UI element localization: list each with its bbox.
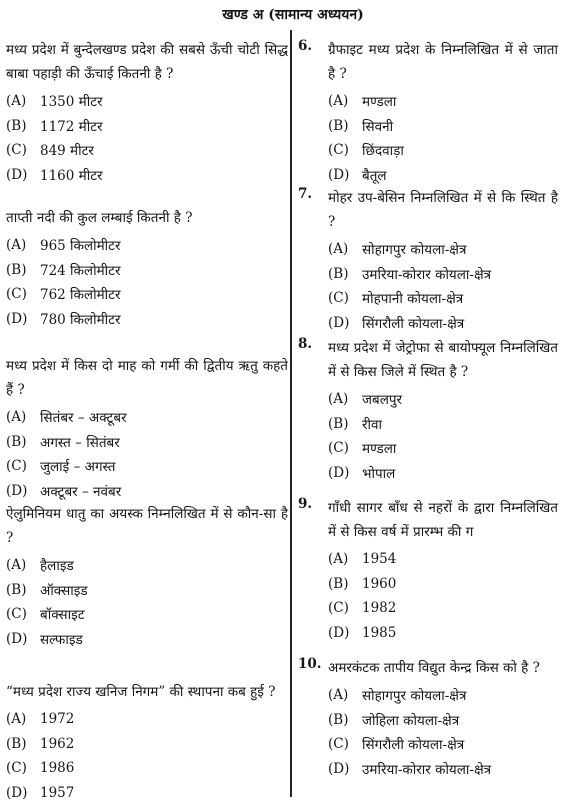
question-text: अमरकंटक तापीय विद्युत केन्द्र किस को है ?	[298, 656, 558, 680]
question-text: मोहर उप-बेसिन निम्नलिखित में से कि स्थित है ?	[298, 186, 558, 234]
option-text: भोपाल	[362, 464, 395, 482]
option-text: उमरिया-कोरार कोयला-क्षेत्र	[362, 265, 491, 283]
question-text: ग्रैफाइट मध्य प्रदेश के निम्नलिखित में से जाता है ?	[298, 38, 558, 86]
option-b[interactable]	[328, 708, 558, 733]
option-a[interactable]	[328, 683, 558, 708]
option-list	[298, 547, 558, 645]
option-text: 1986	[40, 760, 74, 776]
option-text: मोहपानी कोयला-क्षेत्र	[362, 289, 463, 307]
option-label: (A)	[6, 93, 40, 109]
option-label: (D)	[6, 483, 40, 499]
option-c[interactable]	[328, 732, 558, 757]
option-list	[298, 237, 558, 335]
option-text: अक्टूबर – नवंबर	[40, 482, 121, 500]
option-text: 1972	[40, 711, 74, 727]
question-number: 10.	[298, 656, 322, 672]
option-a[interactable]	[328, 237, 558, 262]
option-label: (B)	[328, 576, 362, 592]
option-label: (A)	[6, 409, 40, 425]
question-text: गाँधी सागर बाँध से नहरों के द्वारा निम्नलिखित में से किस वर्ष में प्रारम्भ की ग	[298, 496, 558, 544]
section-title: खण्ड अ (सामान्य अध्ययन)	[0, 5, 586, 24]
option-text: जबलपुर	[362, 390, 402, 408]
option-text: जोहिला कोयला-क्षेत्र	[362, 711, 459, 729]
option-text: सल्फाइड	[40, 630, 83, 648]
option-a[interactable]	[328, 89, 558, 114]
option-label: (D)	[6, 785, 40, 801]
option-label: (A)	[328, 391, 362, 407]
option-text: बॉक्साइट	[40, 605, 85, 623]
option-label: (D)	[6, 631, 40, 647]
option-c[interactable]	[328, 436, 558, 461]
option-label: (C)	[328, 600, 362, 616]
option-text: सोहागपुर कोयला-क्षेत्र	[362, 240, 466, 258]
option-text: 780 किलोमीटर	[40, 310, 120, 328]
question-text: मध्य प्रदेश में बुन्देलखण्ड प्रदेश की सबसे ऊँची चोटी सिद्ध बाबा पहाड़ी की ऊँचाई कितनी है ?	[6, 38, 288, 86]
question-number: 7.	[298, 186, 312, 202]
option-text: 965 किलोमीटर	[40, 236, 120, 254]
question-text: ऐलुमिनियम धातु का अयस्क निम्नलिखित में से कौन-सा है ?	[6, 502, 288, 550]
option-label: (D)	[328, 315, 362, 331]
option-label: (A)	[6, 237, 40, 253]
option-label: (B)	[328, 266, 362, 282]
question-number: 9.	[298, 496, 312, 512]
option-label: (B)	[6, 434, 40, 450]
option-b[interactable]	[328, 412, 558, 437]
option-label: (B)	[6, 736, 40, 752]
option-label: (A)	[328, 93, 362, 109]
option-b[interactable]	[328, 572, 558, 597]
option-text: सितंबर – अक्टूबर	[40, 408, 127, 426]
option-label: (D)	[328, 625, 362, 641]
question-7	[298, 186, 558, 335]
option-text: सिंगरौली कोयला-क्षेत्र	[362, 314, 464, 332]
option-label: (A)	[328, 241, 362, 257]
option-d[interactable]	[328, 163, 558, 188]
option-text: सोहागपुर कोयला-क्षेत्र	[362, 686, 466, 704]
question-number: 6.	[298, 38, 312, 54]
option-text: 724 किलोमीटर	[40, 261, 120, 279]
option-label: (C)	[6, 142, 40, 158]
question-text: मध्य प्रदेश में जेट्रोफा से बायोफ्यूल निम्नलिखित में से किस जिले में स्थित है ?	[298, 336, 558, 384]
option-label: (A)	[328, 551, 362, 567]
option-label: (B)	[6, 118, 40, 134]
option-text: जुलाई – अगस्त	[40, 457, 116, 475]
option-text: ऑक्साइड	[40, 581, 88, 599]
option-label: (C)	[6, 760, 40, 776]
option-text: हैलाइड	[40, 556, 74, 574]
option-d[interactable]	[328, 461, 558, 486]
question-text: ताप्ती नदी की कुल लम्बाई कितनी है ?	[6, 206, 288, 230]
option-text: 1985	[362, 625, 396, 641]
option-label: (C)	[6, 606, 40, 622]
option-label: (C)	[328, 142, 362, 158]
option-text: बैतूल	[362, 166, 387, 184]
option-text: 1982	[362, 600, 396, 616]
question-text: मध्य प्रदेश में किस दो माह को गर्मी की द्वितीय ऋतु कहते हैं ?	[6, 354, 288, 402]
option-list	[298, 89, 558, 187]
option-label: (D)	[328, 167, 362, 183]
option-text: अगस्त – सितंबर	[40, 433, 120, 451]
option-text: मण्डला	[362, 439, 396, 457]
option-text: 762 किलोमीटर	[40, 285, 120, 303]
option-text: 1962	[40, 736, 74, 752]
option-label: (C)	[328, 440, 362, 456]
question-text: “मध्य प्रदेश राज्य खनिज निगम” की स्थापना कब हुई ?	[6, 680, 288, 704]
option-label: (D)	[6, 167, 40, 183]
option-label: (B)	[328, 416, 362, 432]
option-a[interactable]	[328, 387, 558, 412]
option-a[interactable]	[328, 547, 558, 572]
option-d[interactable]	[328, 311, 558, 336]
option-text: मण्डला	[362, 92, 396, 110]
option-text: 1954	[362, 551, 396, 567]
option-c[interactable]	[328, 138, 558, 163]
option-text: 849 मीटर	[40, 141, 94, 159]
option-label: (B)	[328, 118, 362, 134]
option-list	[298, 387, 558, 485]
option-d[interactable]	[328, 621, 558, 646]
option-c[interactable]	[328, 286, 558, 311]
option-text: 1350 मीटर	[40, 92, 103, 110]
option-label: (C)	[328, 290, 362, 306]
question-9	[298, 496, 558, 645]
option-text: सिवनी	[362, 117, 393, 135]
option-text: 1957	[40, 785, 74, 801]
option-b[interactable]	[328, 262, 558, 287]
option-label: (D)	[328, 465, 362, 481]
option-label: (D)	[6, 311, 40, 327]
option-list	[298, 683, 558, 781]
option-d[interactable]	[328, 757, 558, 782]
option-text: सिंगरौली कोयला-क्षेत्र	[362, 735, 464, 753]
option-b[interactable]	[328, 114, 558, 139]
option-text: रीवा	[362, 415, 382, 433]
question-10	[298, 656, 558, 781]
option-label: (A)	[6, 557, 40, 573]
option-text: 1172 मीटर	[40, 117, 103, 135]
question-number: 8.	[298, 336, 312, 352]
option-text: 1160 मीटर	[40, 166, 103, 184]
option-label: (C)	[328, 736, 362, 752]
question-6	[298, 38, 558, 187]
option-label: (B)	[328, 712, 362, 728]
option-c[interactable]	[328, 596, 558, 621]
option-label: (B)	[6, 582, 40, 598]
option-text: छिंदवाड़ा	[362, 141, 404, 159]
option-label: (B)	[6, 262, 40, 278]
option-label: (C)	[6, 458, 40, 474]
question-8	[298, 336, 558, 485]
option-label: (A)	[328, 687, 362, 703]
option-label: (D)	[328, 761, 362, 777]
option-label: (A)	[6, 711, 40, 727]
option-label: (C)	[6, 286, 40, 302]
option-text: उमरिया-कोरार कोयला-क्षेत्र	[362, 760, 491, 778]
option-text: 1960	[362, 576, 396, 592]
